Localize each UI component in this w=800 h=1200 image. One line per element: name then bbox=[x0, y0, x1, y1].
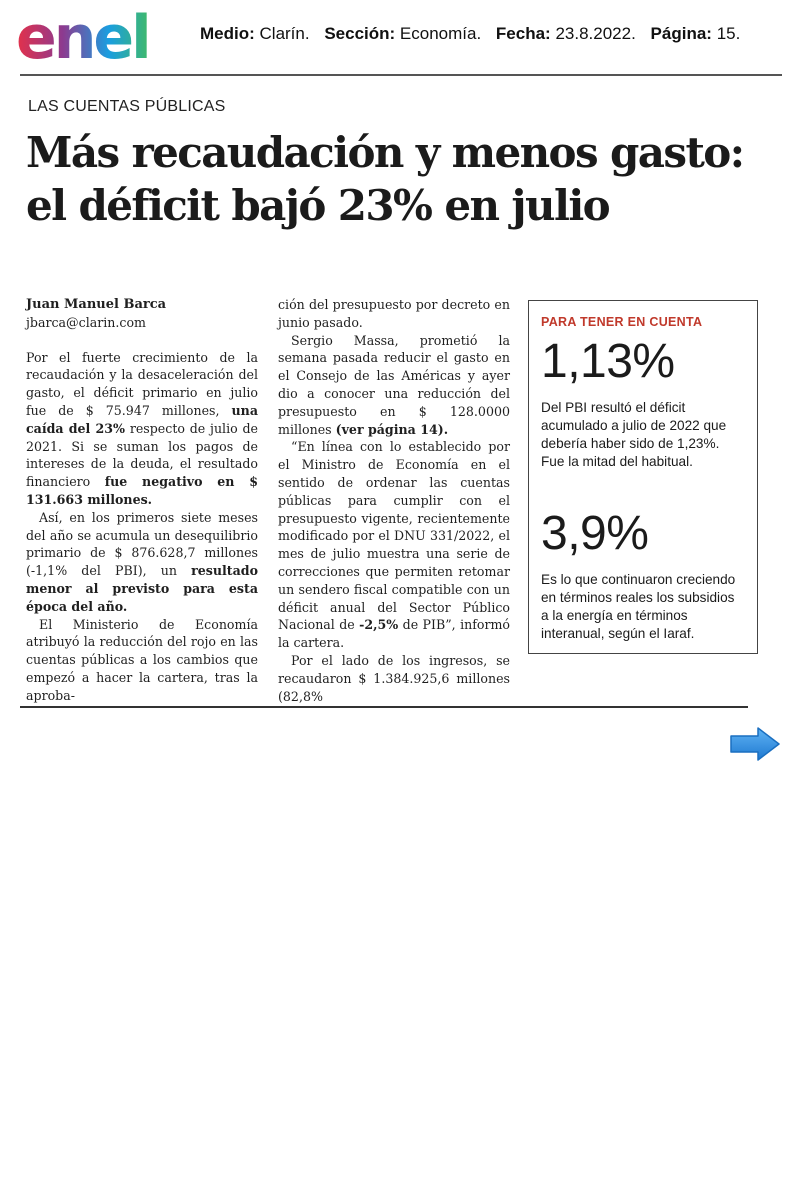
fecha-label: Fecha: bbox=[495, 24, 551, 43]
paragraph-1: Por el fuerte crecimiento de la recaudación y la desaceleración del gasto, el déficit primario en julio fue de $ 75.947 millones, una caída del 23% respecto de julio de 2021. Si se suman los pagos de intereses de la deuda, el resultado financiero fue negativo en $ 131.663 millones. bbox=[26, 349, 258, 507]
paragraph-2: Así, en los primeros siete meses del año se acumula un desequilibrio primario de $ 876.628,7 millones (-1,1% del PBI), un resultado menor al previsto para esta época del año. bbox=[26, 509, 258, 614]
arrow-right-icon[interactable] bbox=[728, 726, 782, 762]
paragraph-7: Por el lado de los ingresos, se recaudaron $ 1.384.925,6 millones (82,8% bbox=[278, 652, 510, 704]
paragraph-4: ción del presupuesto por decreto en junio pasado. bbox=[278, 297, 510, 330]
author-name: Juan Manuel Barca bbox=[26, 297, 167, 312]
paragraph-6: “En línea con lo establecido por el Ministro de Economía en el sentido de ordenar las cuentas públicas para cumplir con el presupuesto vigente, recientemente modificado por el DNU 331/2022, el mes de julio muestra una serie de correcciones que permiten retomar un sendero fiscal compatible con un déficit anual del Sector Público Nacional de -2,5% de PIB”, informó la cartera. bbox=[278, 439, 510, 651]
pagina-value: 15. bbox=[716, 24, 741, 43]
sidebar-title: PARA TENER EN CUENTA bbox=[541, 315, 703, 329]
article-column-1 bbox=[26, 296, 258, 705]
seccion-value: Economía. bbox=[399, 24, 482, 43]
article-column-2 bbox=[278, 296, 510, 705]
medio-label: Medio: bbox=[200, 24, 255, 43]
paragraph-5: Sergio Massa, prometió la semana pasada reducir el gasto en el Consejo de las Américas y ayer dio a conocer una reducción del presupuesto en $ 128.0000 millones (ver página 14). bbox=[278, 332, 510, 437]
stat-1: 1,13% bbox=[541, 335, 675, 388]
paragraph-3: El Ministerio de Economía atribuyó la reducción del rojo en las cuentas públicas a los cambios que empezó a hacer la cartera, tras la aproba- bbox=[26, 616, 258, 703]
stat-2: 3,9% bbox=[541, 507, 649, 560]
newspaper-clipping bbox=[20, 82, 780, 704]
medio-value: Clarín. bbox=[259, 24, 310, 43]
document-metadata bbox=[200, 24, 740, 44]
clipping-bottom-divider bbox=[20, 706, 748, 708]
seccion-label: Sección: bbox=[324, 24, 396, 43]
header-divider bbox=[20, 74, 782, 76]
enel-logo bbox=[16, 6, 172, 68]
headline: Más recaudación y menos gasto: el déficit bajó 23% en julio bbox=[26, 128, 744, 230]
fecha-value: 23.8.2022. bbox=[555, 24, 636, 43]
sidebar-box bbox=[528, 300, 758, 654]
stat-2-description: Es lo que continuaron creciendo en términos reales los subsidios a la energía en términos interanual, según el Iaraf. bbox=[541, 572, 736, 641]
stat-1-description: Del PBI resultó el déficit acumulado a julio de 2022 que debería haber sido de 1,23%. Fue la mitad del habitual. bbox=[541, 400, 727, 469]
section-label: LAS CUENTAS PÚBLICAS bbox=[28, 98, 226, 115]
logo-text: enel bbox=[16, 6, 149, 68]
pagina-label: Página: bbox=[650, 24, 712, 43]
author-email: jbarca@clarin.com bbox=[26, 314, 146, 330]
